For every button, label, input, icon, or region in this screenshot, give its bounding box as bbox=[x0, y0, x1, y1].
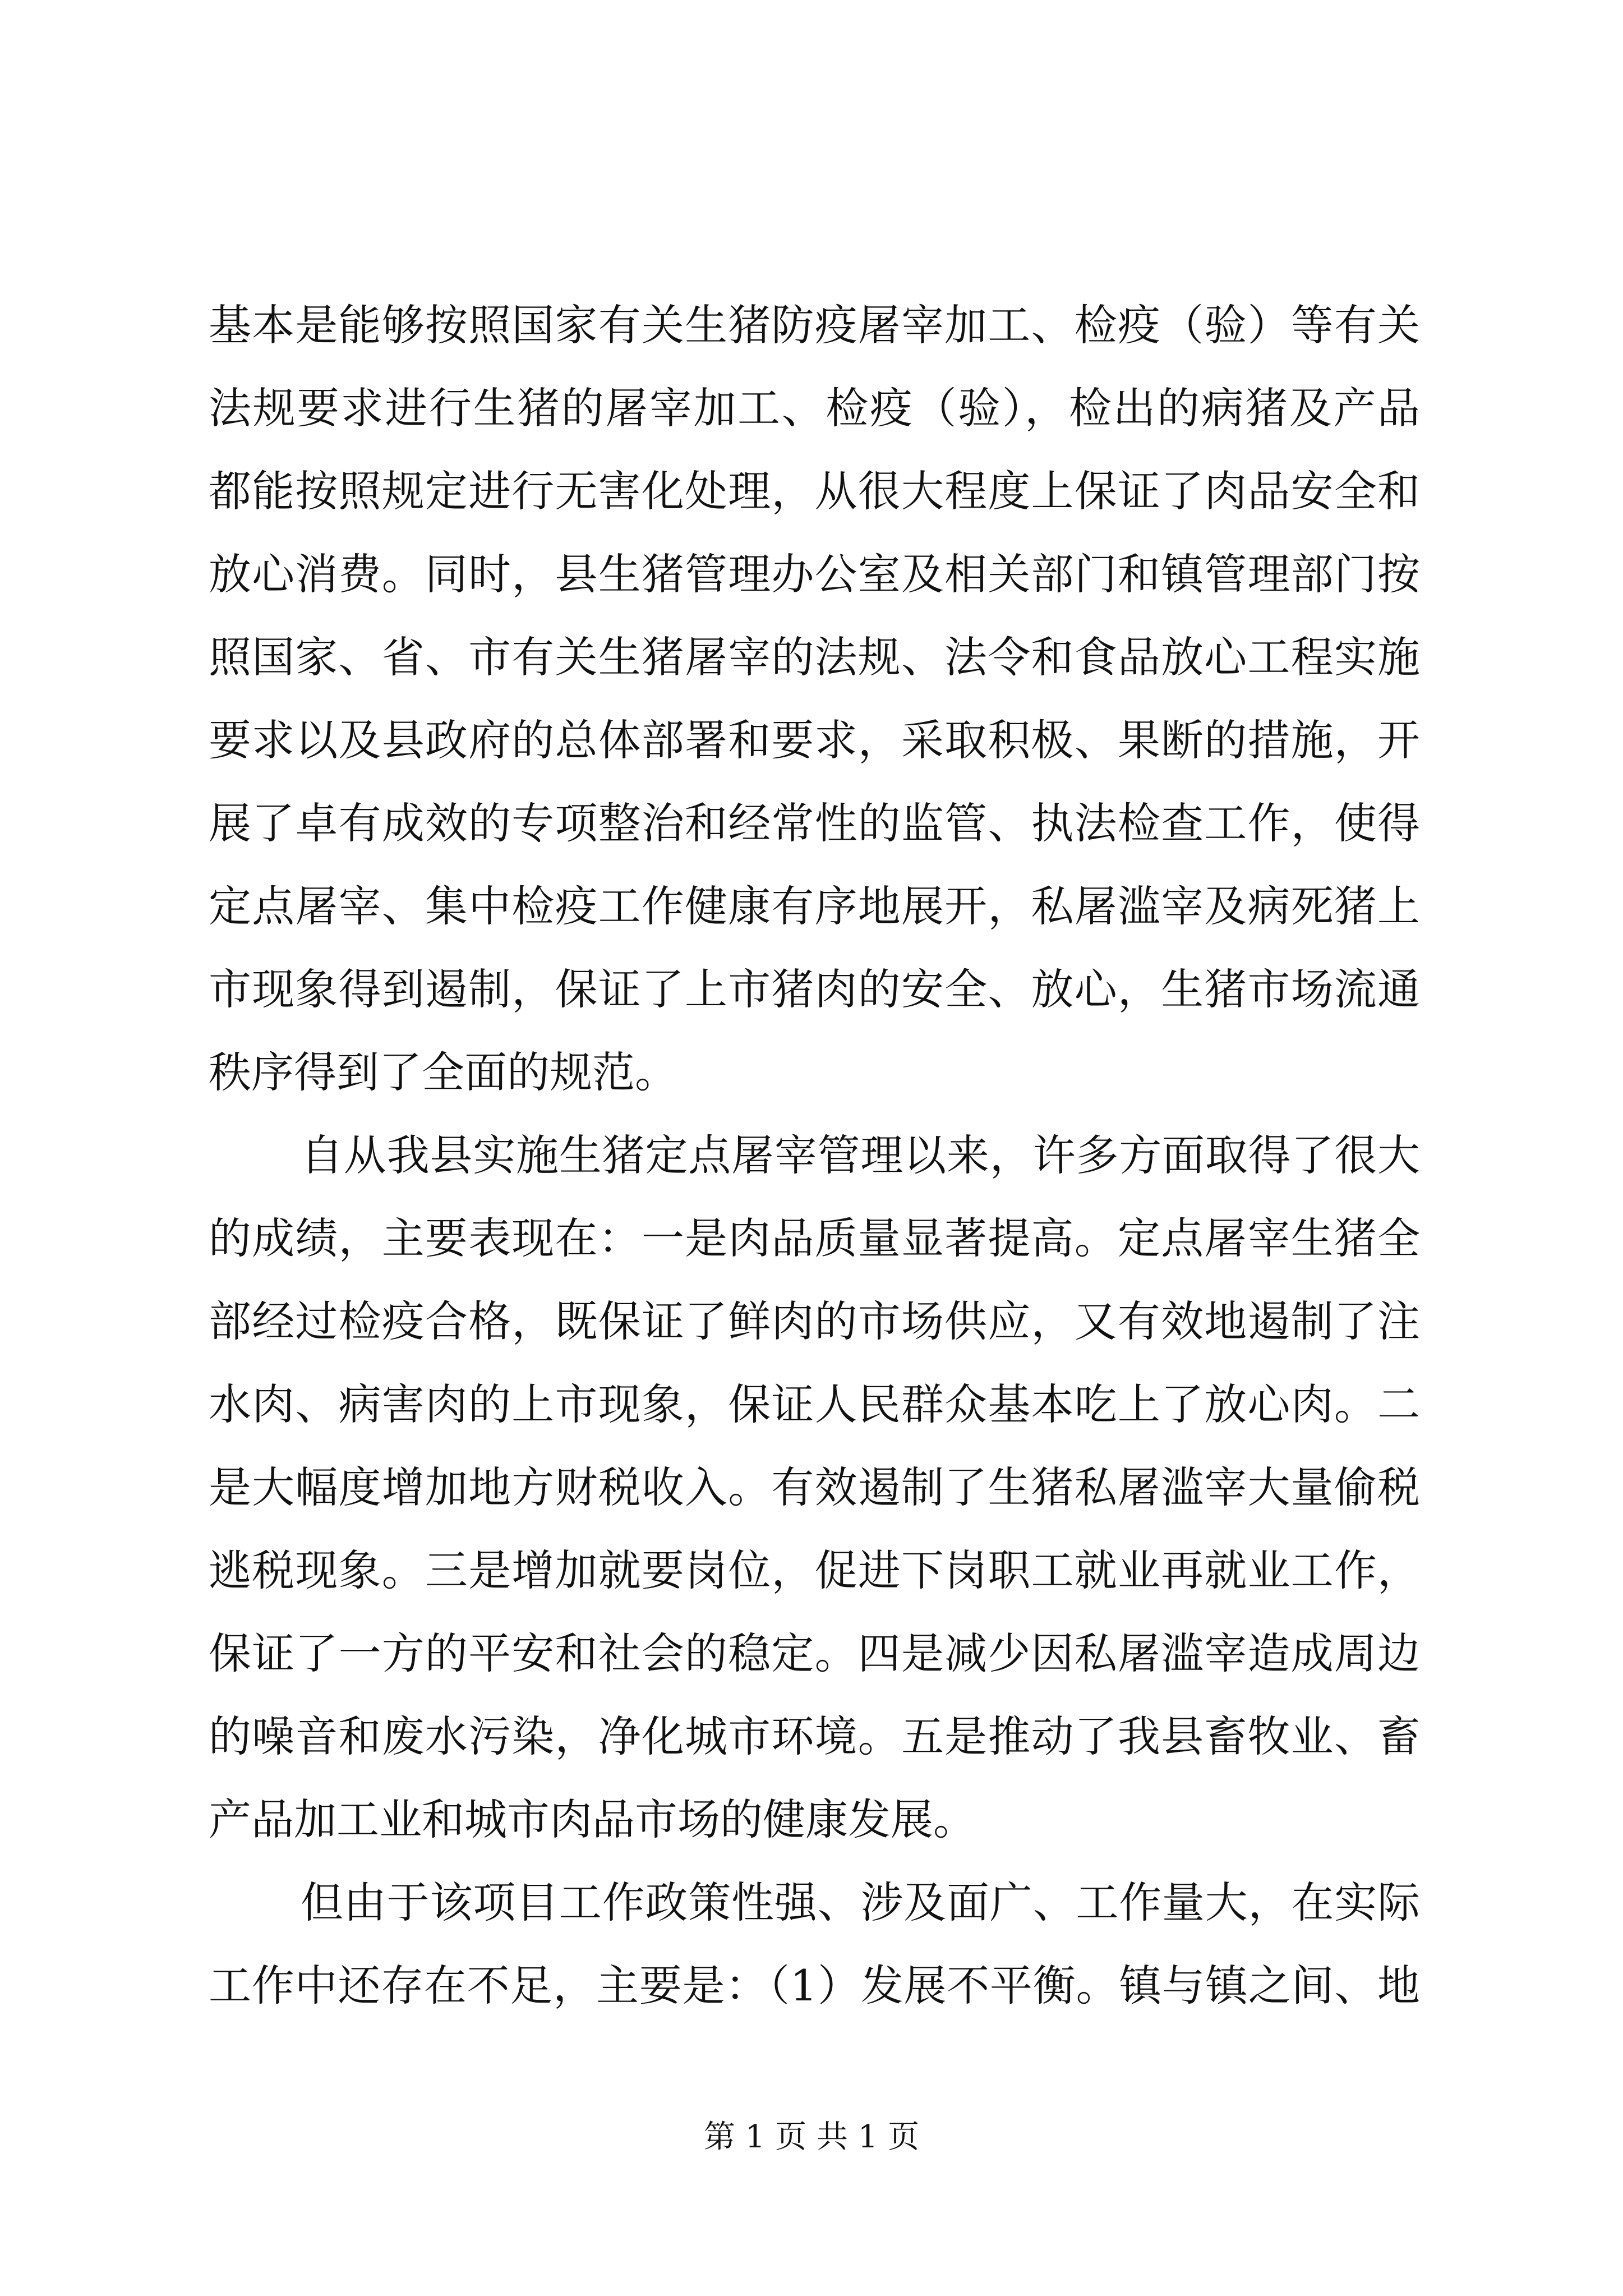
text-line: 秩序得到了全面的规范。 bbox=[209, 1047, 677, 1097]
paragraph-first-line: 但由于该项目工作政策性强、涉及面广、工作量大，在实际 bbox=[301, 1878, 1420, 1927]
text-line: 定点屠宰、集中检疫工作健康有序地展开，私屠滥宰及病死猪上 bbox=[209, 881, 1420, 931]
text-line: 要求以及县政府的总体部署和要求，采取积极、果断的措施，开 bbox=[209, 715, 1420, 765]
text-line: 的成绩，主要表现在：一是肉品质量显著提高。定点屠宰生猪全 bbox=[209, 1213, 1420, 1263]
page-number-footer: 第 1 页 共 1 页 bbox=[703, 2119, 920, 2155]
text-line: 的噪音和废水污染，净化城市环境。五是推动了我县畜牧业、畜 bbox=[209, 1711, 1420, 1761]
text-line: 照国家、省、市有关生猪屠宰的法规、法令和食品放心工程实施 bbox=[209, 632, 1420, 682]
text-line: 法规要求进行生猪的屠宰加工、检疫（验），检出的病猪及产品 bbox=[209, 383, 1420, 433]
text-line: 保证了一方的平安和社会的稳定。四是减少因私屠滥宰造成周边 bbox=[209, 1628, 1420, 1678]
text-line: 都能按照规定进行无害化处理，从很大程度上保证了肉品安全和 bbox=[209, 466, 1420, 516]
text-line: 部经过检疫合格，既保证了鲜肉的市场供应，又有效地遏制了注 bbox=[209, 1296, 1420, 1346]
text-line: 水肉、病害肉的上市现象，保证人民群众基本吃上了放心肉。二 bbox=[209, 1379, 1420, 1429]
text-line: 展了卓有成效的专项整治和经常性的监管、执法检查工作，使得 bbox=[209, 798, 1420, 848]
paragraph-first-line: 自从我县实施生猪定点屠宰管理以来，许多方面取得了很大 bbox=[301, 1130, 1420, 1180]
text-line: 放心消费。同时，县生猪管理办公室及相关部门和镇管理部门按 bbox=[209, 549, 1420, 599]
text-line: 工作中还存在不足，主要是：（1）发展不平衡。镇与镇之间、地 bbox=[209, 1961, 1420, 2010]
text-line: 逃税现象。三是增加就要岗位，促进下岗职工就业再就业工作， bbox=[209, 1545, 1420, 1595]
text-line: 市现象得到遏制，保证了上市猪肉的安全、放心，生猪市场流通 bbox=[209, 964, 1420, 1014]
text-line: 产品加工业和城市肉品市场的健康发展。 bbox=[209, 1795, 976, 1844]
text-line: 基本是能够按照国家有关生猪防疫屠宰加工、检疫（验）等有关 bbox=[209, 300, 1420, 350]
text-line: 是大幅度增加地方财税收入。有效遏制了生猪私屠滥宰大量偷税 bbox=[209, 1462, 1420, 1512]
